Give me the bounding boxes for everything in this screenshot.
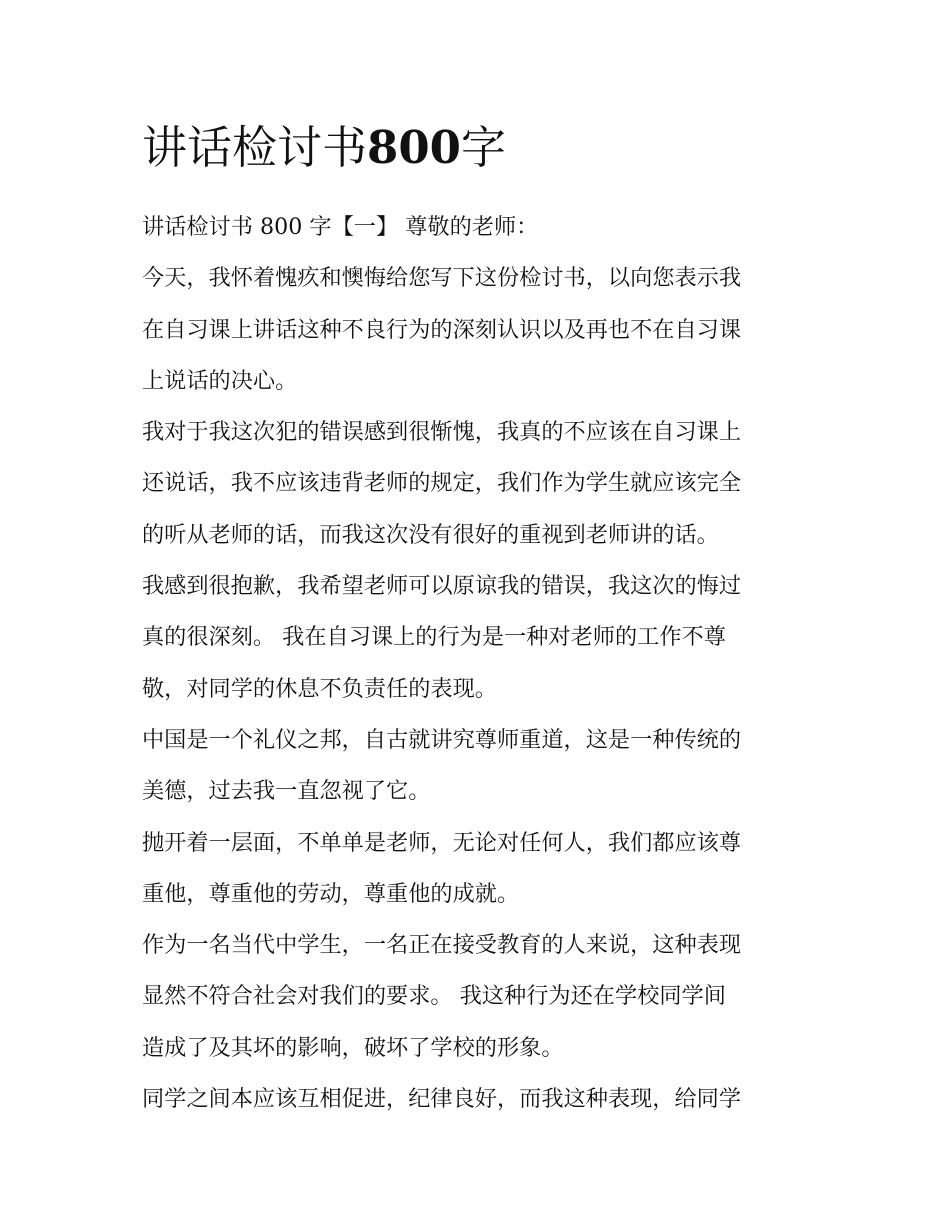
text-line: 讲话检讨书 800 字【一】 尊敬的老师： bbox=[142, 214, 539, 240]
text-line: 同学之间本应该互相促进，纪律良好，而我这种表现，给同学 bbox=[142, 1086, 742, 1113]
paragraph bbox=[142, 407, 814, 561]
text-line: 中国是一个礼仪之邦，自古就讲究尊师重道，这是一种传统的 bbox=[142, 726, 742, 753]
text-line: 美德，过去我一直忽视了它。 bbox=[142, 778, 431, 805]
paragraph bbox=[142, 253, 814, 407]
title-prefix: 讲话检讨书 bbox=[142, 121, 368, 174]
paragraph bbox=[142, 1074, 814, 1125]
text-line: 作为一名当代中学生，一名正在接受教育的人来说，这种表现 bbox=[142, 932, 742, 959]
text-line: 显然不符合社会对我们的要求。 我这种行为还在学校同学间 bbox=[142, 983, 726, 1010]
paragraph bbox=[142, 561, 814, 715]
document-body bbox=[142, 202, 814, 1125]
text-line: 敬，对同学的休息不负责任的表现。 bbox=[142, 675, 497, 702]
document-title bbox=[142, 118, 506, 178]
paragraph bbox=[142, 715, 814, 818]
text-line: 抛开着一层面，不单单是老师，无论对任何人，我们都应该尊 bbox=[142, 829, 742, 856]
text-line: 我感到很抱歉，我希望老师可以原谅我的错误，我这次的悔过 bbox=[142, 573, 742, 600]
text-line: 的听从老师的话，而我这次没有很好的重视到老师讲的话。 bbox=[142, 521, 719, 548]
text-line: 还说话，我不应该违背老师的规定，我们作为学生就应该完全 bbox=[142, 470, 742, 497]
text-line: 重他，尊重他的劳动，尊重他的成就。 bbox=[142, 880, 520, 907]
text-line: 今天，我怀着愧疚和懊悔给您写下这份检讨书，以向您表示我 bbox=[142, 265, 742, 292]
text-line: 在自习课上讲话这种不良行为的深刻认识以及再也不在自习课 bbox=[142, 316, 742, 343]
paragraph bbox=[142, 818, 814, 921]
text-line: 造成了及其坏的影响，破坏了学校的形象。 bbox=[142, 1034, 564, 1061]
paragraph bbox=[142, 920, 814, 1074]
title-suffix: 字 bbox=[460, 121, 506, 174]
title-number: 800 bbox=[367, 121, 461, 174]
text-line: 我对于我这次犯的错误感到很惭愧，我真的不应该在自习课上 bbox=[142, 419, 742, 446]
text-line: 上说话的决心。 bbox=[142, 367, 298, 394]
text-line: 真的很深刻。 我在自习课上的行为是一种对老师的工作不尊 bbox=[142, 624, 726, 651]
paragraph-heading bbox=[142, 202, 814, 253]
